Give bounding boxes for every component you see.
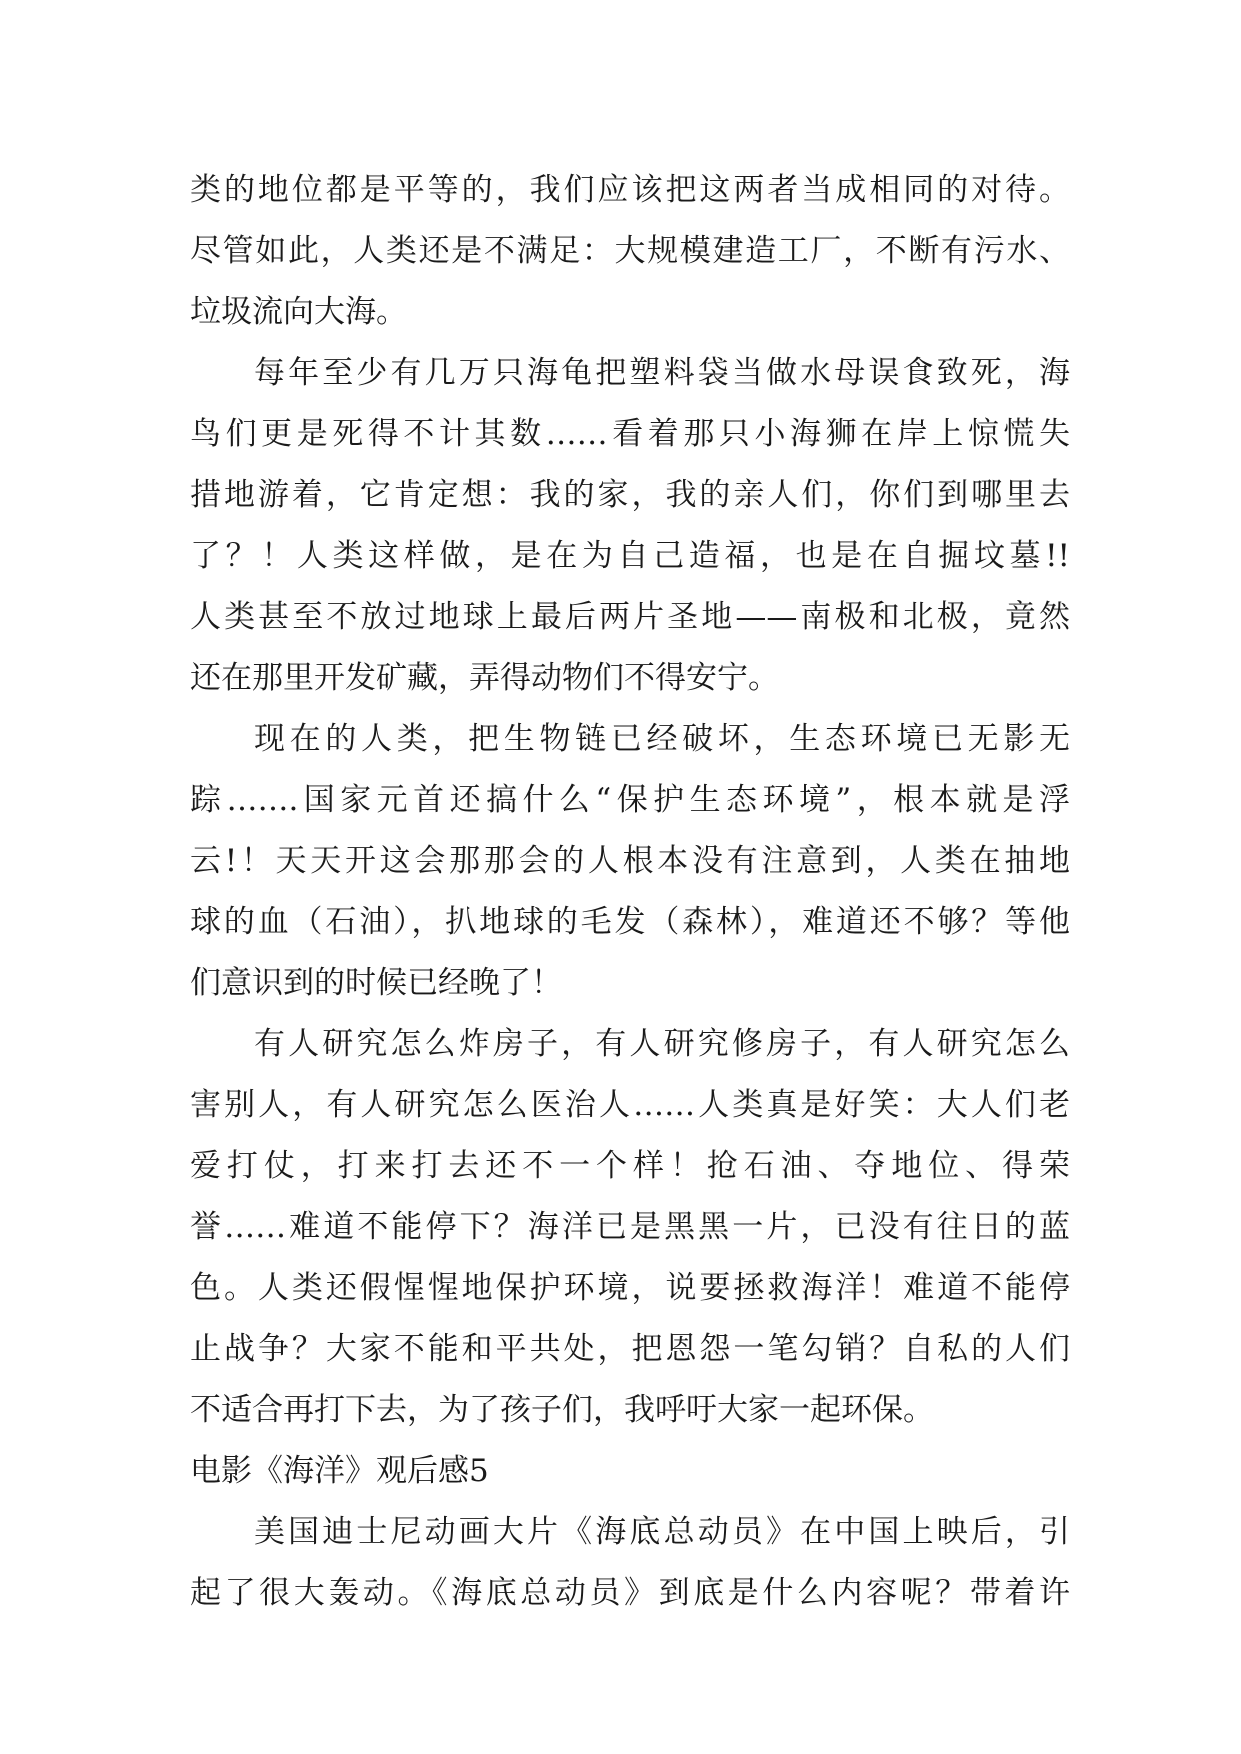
paragraph-line: 不适合再打下去，为了孩子们，我呼吁大家一起环保。	[190, 1392, 934, 1428]
paragraph-line: 誉……难道不能停下？海洋已是黑黑一片，已没有往日的蓝	[190, 1209, 1070, 1245]
paragraph-line: 人类甚至不放过地球上最后两片圣地——南极和北极，竟然	[190, 599, 1070, 635]
paragraph-line: 云!！天天开这会那那会的人根本没有注意到，人类在抽地	[190, 843, 1070, 879]
paragraph-line: 有人研究怎么炸房子，有人研究修房子，有人研究怎么	[254, 1026, 1070, 1062]
paragraph-line: 们意识到的时候已经晚了！	[190, 965, 562, 1001]
paragraph-line: 了？！人类这样做，是在为自己造福，也是在自掘坟墓!!	[190, 538, 1070, 574]
paragraph-line: 还在那里开发矿藏，弄得动物们不得安宁。	[190, 660, 779, 696]
paragraph-line: 球的血（石油），扒地球的毛发（森林），难道还不够？等他	[190, 904, 1070, 940]
paragraph-line: 起了很大轰动。《海底总动员》到底是什么内容呢？带着许	[190, 1575, 1070, 1611]
paragraph-line: 踪…….国家元首还搞什么“保护生态环境”，根本就是浮	[190, 782, 1070, 818]
paragraph-line: 每年至少有几万只海龟把塑料袋当做水母误食致死，海	[254, 355, 1070, 391]
document-body	[190, 160, 1070, 1624]
paragraph-line: 现在的人类，把生物链已经破坏，生态环境已无影无	[254, 721, 1070, 757]
paragraph-line: 止战争？大家不能和平共处，把恩怨一笔勾销？自私的人们	[190, 1331, 1070, 1367]
paragraph-line: 害别人，有人研究怎么医治人……人类真是好笑：大人们老	[190, 1087, 1070, 1123]
paragraph-line: 措地游着，它肯定想：我的家，我的亲人们，你们到哪里去	[190, 477, 1070, 513]
paragraph-line: 垃圾流向大海。	[190, 294, 407, 330]
section-heading: 电影《海洋》观后感5	[190, 1453, 489, 1489]
paragraph-line: 爱打仗，打来打去还不一个样！抢石油、夺地位、得荣	[190, 1148, 1070, 1184]
paragraph-line: 美国迪士尼动画大片《海底总动员》在中国上映后，引	[254, 1514, 1070, 1550]
paragraph-line: 色。人类还假惺惺地保护环境，说要拯救海洋！难道不能停	[190, 1270, 1070, 1306]
paragraph-line: 类的地位都是平等的，我们应该把这两者当成相同的对待。	[190, 172, 1070, 208]
paragraph-line: 鸟们更是死得不计其数……看着那只小海狮在岸上惊慌失	[190, 416, 1070, 452]
paragraph-line: 尽管如此，人类还是不满足：大规模建造工厂，不断有污水、	[190, 233, 1070, 269]
